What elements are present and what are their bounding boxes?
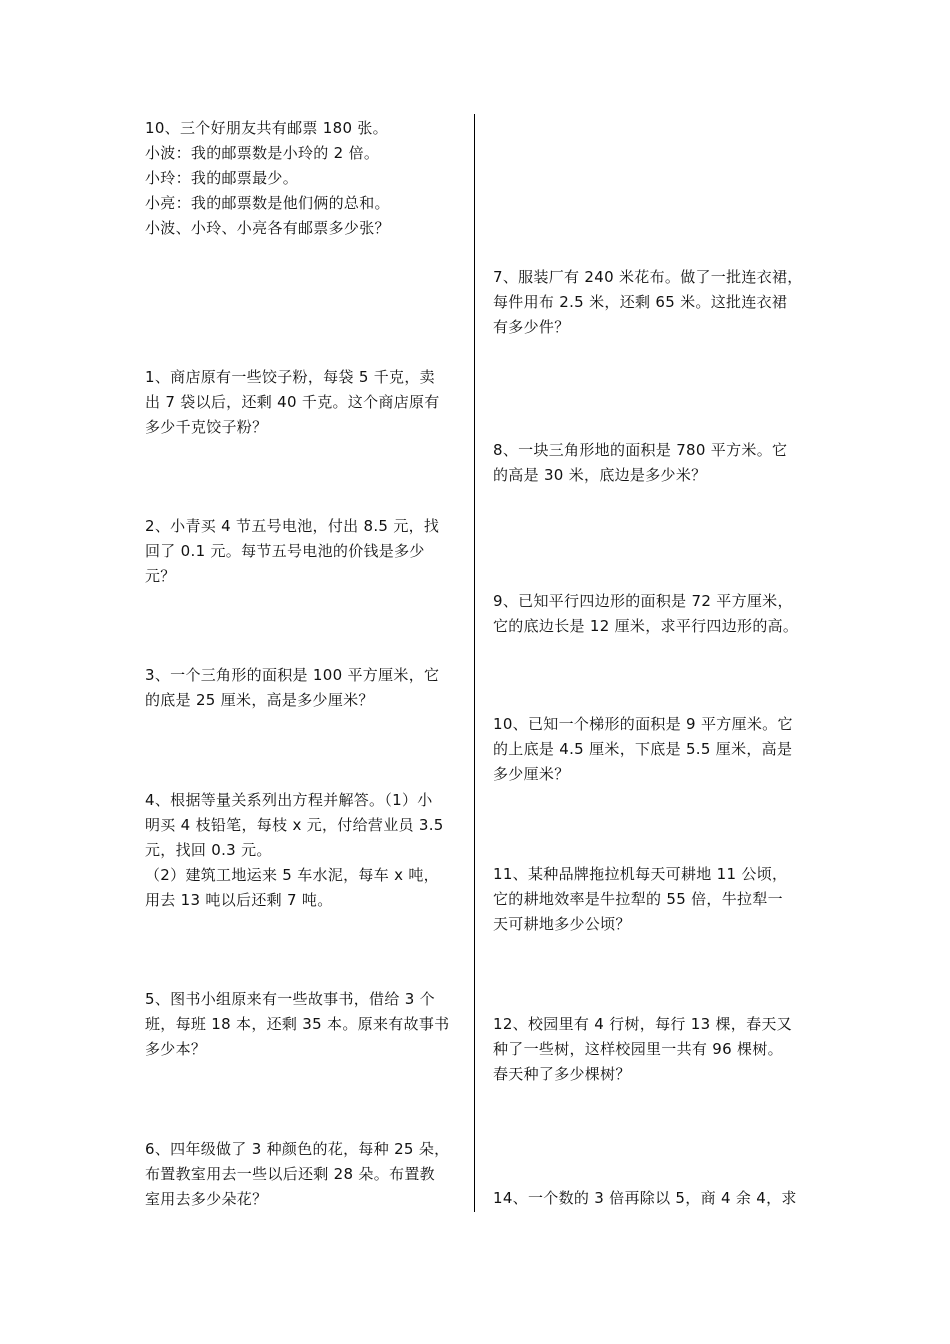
problem-line: 小亮：我的邮票数是他们俩的总和。 <box>145 194 390 212</box>
problem-7 <box>493 265 809 340</box>
problem-line: 多少厘米？ <box>493 765 570 783</box>
problem-line: 2、小青买 4 节五号电池，付出 8.5 元，找 <box>145 517 440 535</box>
problem-line: 5、图书小组原来有一些故事书，借给 3 个 <box>145 990 435 1008</box>
problem-3 <box>145 663 461 713</box>
problem-line: 多少千克饺子粉？ <box>145 418 268 436</box>
problem-line: 小波：我的邮票数是小玲的 2 倍。 <box>145 144 380 162</box>
problem-line: 的上底是 4.5 厘米，下底是 5.5 厘米，高是 <box>493 740 793 758</box>
problem-line: 每件用布 2.5 米，还剩 65 米。这批连衣裙 <box>493 293 788 311</box>
problem-5 <box>145 987 461 1062</box>
problem-line: 明买 4 枝铅笔，每枝 x 元，付给营业员 3.5 <box>145 816 444 834</box>
problem-line: 9、已知平行四边形的面积是 72 平方厘米， <box>493 592 793 610</box>
problem-line: 的底是 25 厘米，高是多少厘米？ <box>145 691 374 709</box>
problem-11 <box>493 862 809 937</box>
problem-line: 春天种了多少棵树？ <box>493 1065 631 1083</box>
problem-8 <box>493 438 809 488</box>
problem-line: 10、已知一个梯形的面积是 9 平方厘米。它 <box>493 715 793 733</box>
problem-4 <box>145 788 461 913</box>
problem-line: 用去 13 吨以后还剩 7 吨。 <box>145 891 333 909</box>
problem-line: 12、校园里有 4 行树，每行 13 棵，春天又 <box>493 1015 792 1033</box>
problem-12 <box>493 1012 809 1087</box>
problem-line: （2）建筑工地运来 5 车水泥，每车 x 吨， <box>145 866 439 884</box>
problem-line: 元？ <box>145 567 176 585</box>
problem-line: 它的耕地效率是牛拉犁的 55 倍，牛拉犁一 <box>493 890 783 908</box>
problem-10 <box>493 712 809 787</box>
problem-line: 10、三个好朋友共有邮票 180 张。 <box>145 119 388 137</box>
problem-line: 有多少件？ <box>493 318 570 336</box>
problem-line: 天可耕地多少公顷？ <box>493 915 631 933</box>
problem-line: 出 7 袋以后，还剩 40 千克。这个商店原有 <box>145 393 440 411</box>
problem-line: 元，找回 0.3 元。 <box>145 841 272 859</box>
problem-line: 班，每班 18 本，还剩 35 本。原来有故事书 <box>145 1015 450 1033</box>
problem-line: 室用去多少朵花？ <box>145 1190 268 1208</box>
problem-6 <box>145 1137 461 1212</box>
problem-line: 4、根据等量关系列出方程并解答。（1）小 <box>145 791 433 809</box>
problem-9 <box>493 589 809 639</box>
problem-line: 1、商店原有一些饺子粉，每袋 5 千克，卖 <box>145 368 435 386</box>
problem-line: 8、一块三角形地的面积是 780 平方米。它 <box>493 441 788 459</box>
problem-1 <box>145 365 461 440</box>
problem-line: 多少本？ <box>145 1040 207 1058</box>
problem-line: 小玲：我的邮票最少。 <box>145 169 299 187</box>
problem-line: 回了 0.1 元。每节五号电池的价钱是多少 <box>145 542 425 560</box>
problem-line: 布置教室用去一些以后还剩 28 朵。布置教 <box>145 1165 435 1183</box>
problem-2 <box>145 514 461 589</box>
problem-line: 小波、小玲、小亮各有邮票多少张？ <box>145 219 390 237</box>
problem-line: 6、四年级做了 3 种颜色的花，每种 25 朵， <box>145 1140 450 1158</box>
problem-line: 的高是 30 米，底边是多少米？ <box>493 466 707 484</box>
problem-intro-10 <box>145 116 461 241</box>
problem-line: 7、服装厂有 240 米花布。做了一批连衣裙， <box>493 268 803 286</box>
problem-line: 11、某种品牌拖拉机每天可耕地 11 公顷， <box>493 865 788 883</box>
problem-14 <box>493 1186 809 1211</box>
problem-line: 14、一个数的 3 倍再除以 5，商 4 余 4，求 <box>493 1189 797 1207</box>
problem-line: 它的底边长是 12 厘米，求平行四边形的高。 <box>493 617 799 635</box>
column-divider <box>474 114 475 1212</box>
problem-line: 3、一个三角形的面积是 100 平方厘米，它 <box>145 666 440 684</box>
problem-line: 种了一些树，这样校园里一共有 96 棵树。 <box>493 1040 783 1058</box>
